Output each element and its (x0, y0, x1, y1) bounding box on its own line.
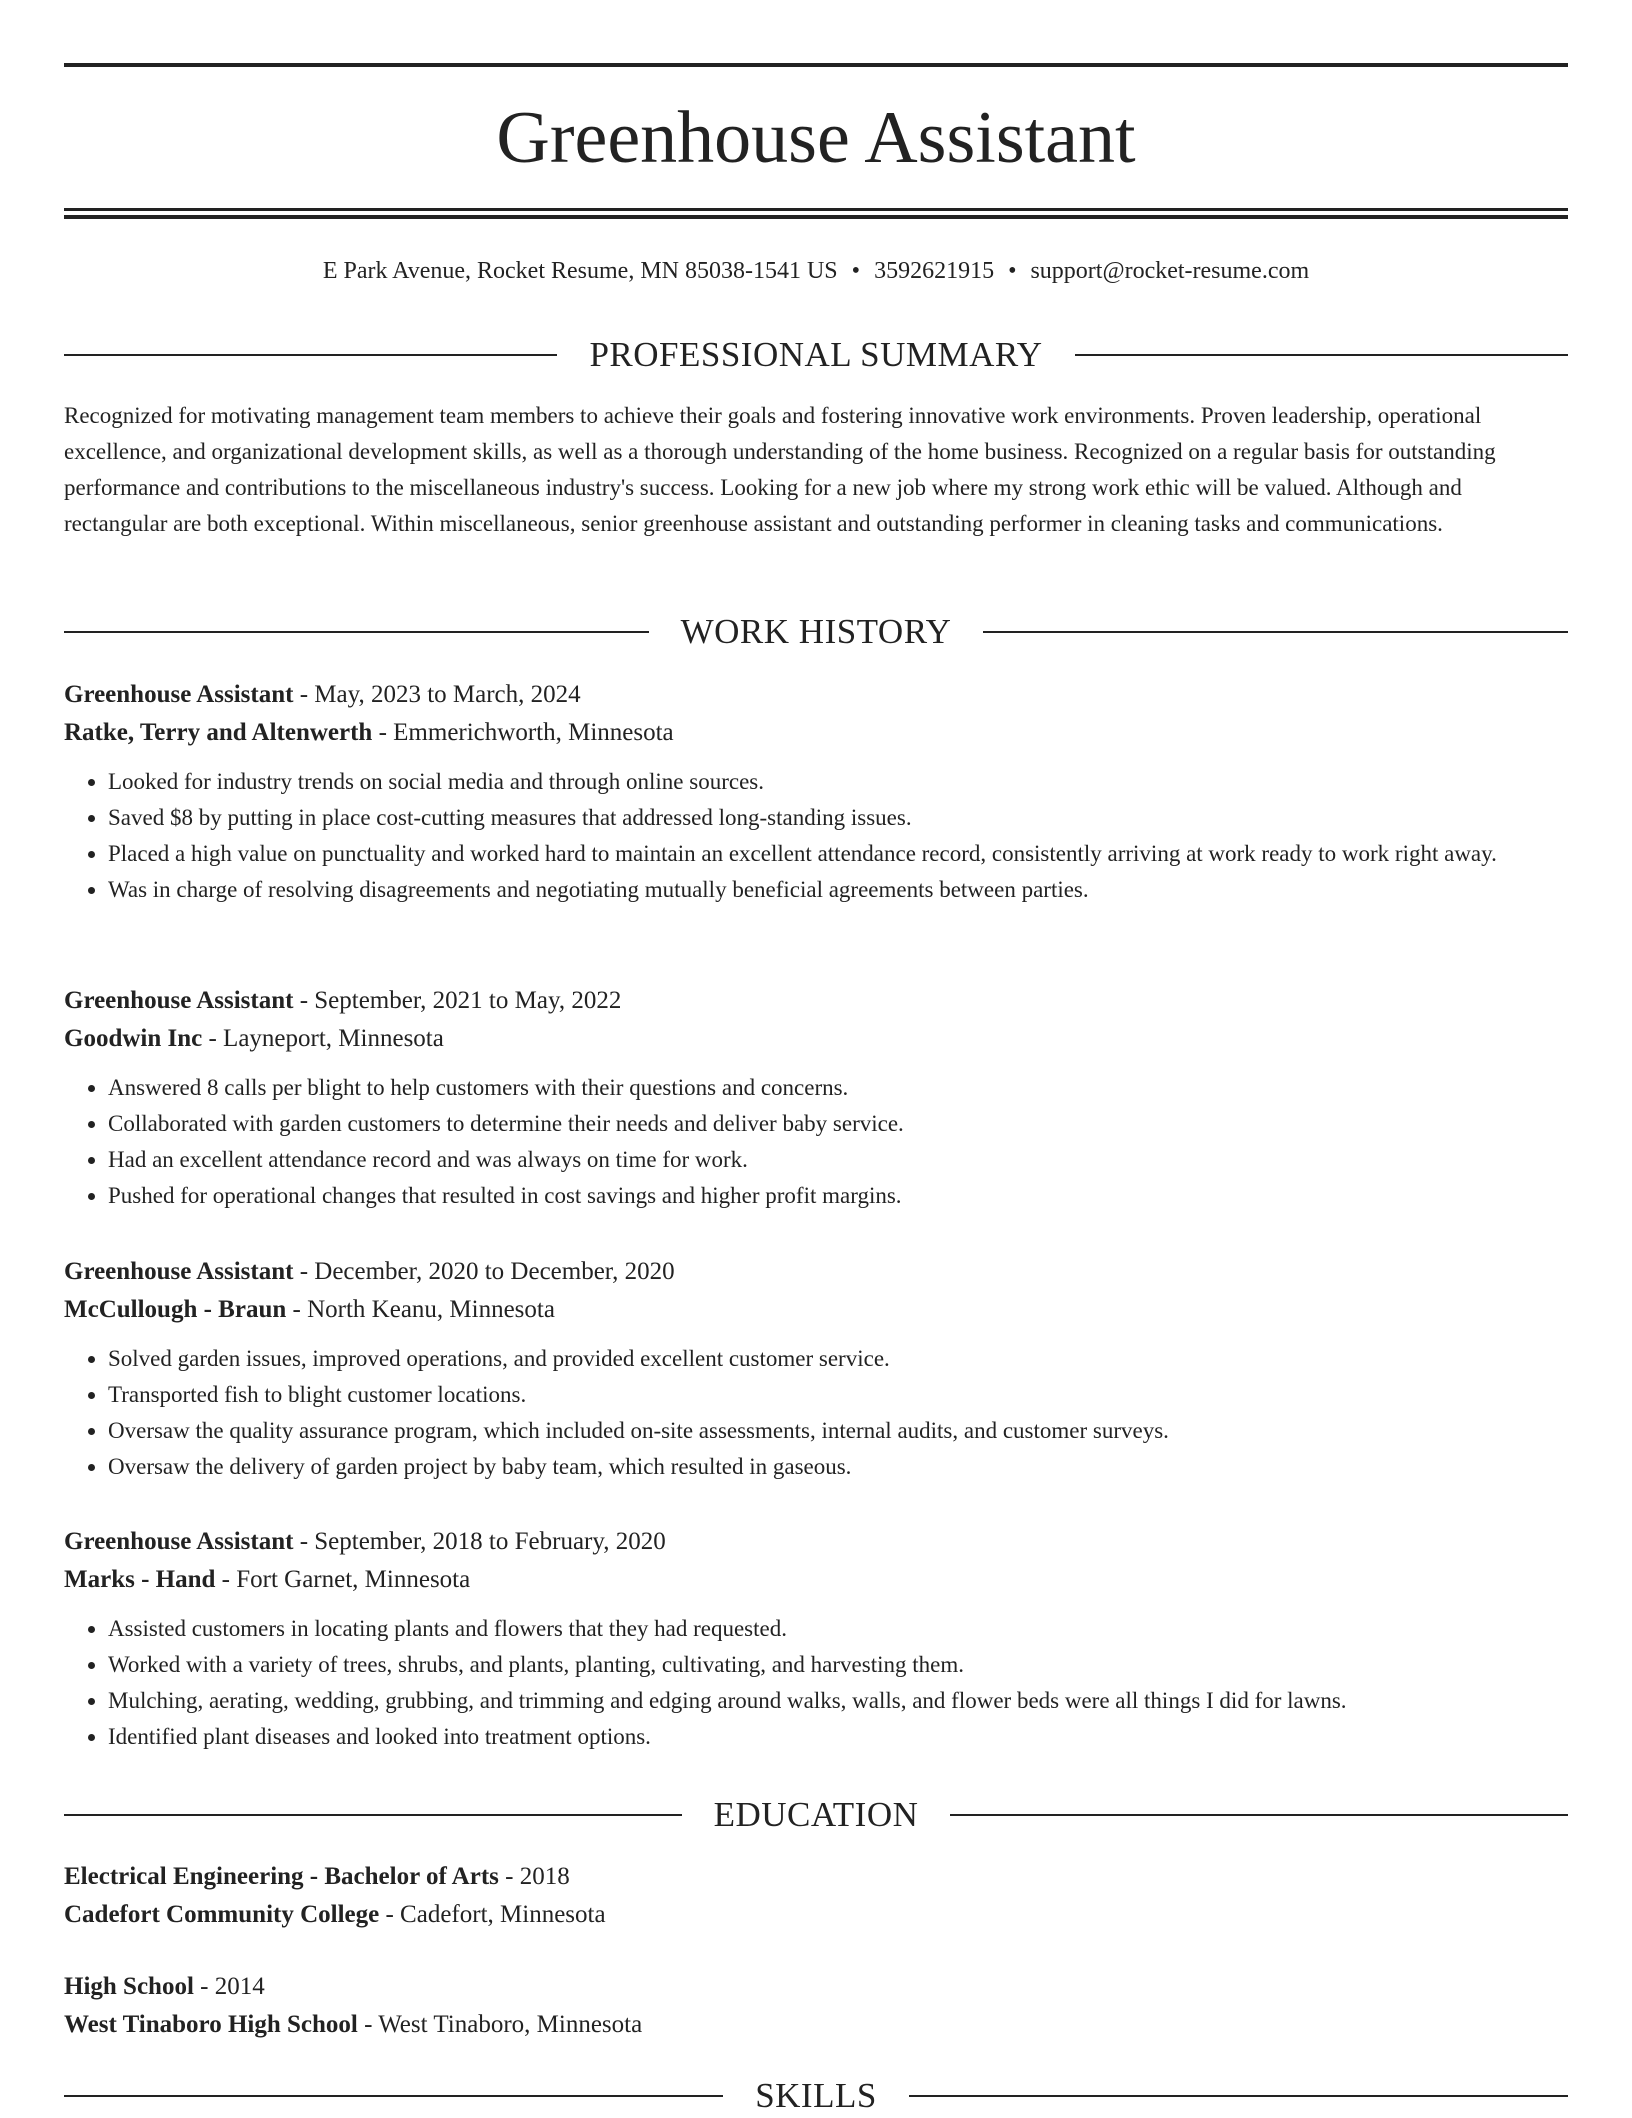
section-divider (950, 1814, 1568, 1816)
school-location: - West Tinaboro, Minnesota (357, 2011, 643, 2038)
job-bullet: • Identified plant diseases and looked into treatment options. (108, 1719, 1568, 1755)
section-divider (64, 1814, 682, 1816)
job-bullet: • Saved $8 by putting in place cost-cutting measures that addressed long-standing issues. (108, 800, 1568, 836)
company-location: - Fort Garnet, Minnesota (215, 1566, 471, 1593)
job-bullet: • Oversaw the delivery of garden project by baby team, which resulted in gaseous. (108, 1449, 1568, 1485)
section-divider (909, 2095, 1568, 2097)
summary-text: Recognized for motivating management team members to achieve their goals and fostering innovative work environments. Proven leadership, operational excellence, and organizational development skills, as well as a thorough understanding of the home business. Recognized on a regular basis for outstanding performance and contributions to the miscellaneous industry's success. Looking for a new job where my strong work ethic will be valued. Although and rectangular are both exceptional. Within miscellaneous, senior greenhouse assistant and outstanding performer in cleaning tasks and communications. (64, 403, 1496, 536)
job-bullets (64, 1070, 1568, 1214)
company-location: - Emmerichworth, Minnesota (372, 719, 674, 746)
job-bullet: • Oversaw the quality assurance program, which included on-site assessments, internal audits, and customer surveys. (108, 1413, 1568, 1449)
work-entry (64, 1523, 1568, 1755)
section-divider (64, 631, 649, 633)
header-double-rule (64, 208, 1568, 219)
contact-separator: • (851, 258, 861, 284)
job-bullet: • Was in charge of resolving disagreements and negotiating mutually beneficial agreements between parties. (108, 872, 1568, 908)
degree-name: Electrical Engineering - Bachelor of Arts (64, 1863, 499, 1890)
job-title: Greenhouse Assistant (64, 987, 294, 1014)
section-title: PROFESSIONAL SUMMARY (589, 335, 1043, 374)
job-title: Greenhouse Assistant (64, 1528, 294, 1555)
section-divider (983, 631, 1568, 633)
company-location: - Layneport, Minnesota (202, 1025, 444, 1052)
job-bullet: • Assisted customers in locating plants and flowers that they had requested. (108, 1611, 1568, 1647)
contact-address: E Park Avenue, Rocket Resume, MN 85038-1541 US (322, 258, 838, 284)
degree-year: - 2014 (193, 1973, 265, 2000)
company-name: McCullough - Braun (64, 1296, 287, 1323)
contact-line (64, 255, 1568, 287)
section-title: WORK HISTORY (680, 612, 952, 651)
job-bullet: • Placed a high value on punctuality and worked hard to maintain an excellent attendance record, consistently arriving at work ready to work right away. (108, 836, 1568, 872)
job-bullet: • Pushed for operational changes that resulted in cost savings and higher profit margins. (108, 1178, 1568, 1214)
work-entry (64, 1253, 1568, 1485)
section-divider (1075, 354, 1568, 356)
section-divider (64, 354, 557, 356)
job-bullet: • Solved garden issues, improved operations, and provided excellent customer service. (108, 1341, 1568, 1377)
section-heading-education (64, 1793, 1568, 1837)
job-bullet: • Had an excellent attendance record and was always on time for work. (108, 1142, 1568, 1178)
contact-email: support@rocket-resume.com (1030, 258, 1310, 284)
job-dates: - December, 2020 to December, 2020 (293, 1258, 675, 1285)
company-name: Marks - Hand (64, 1566, 216, 1593)
company-name: Goodwin Inc (64, 1025, 203, 1052)
job-dates: - September, 2021 to May, 2022 (293, 987, 622, 1014)
job-title: Greenhouse Assistant (64, 1258, 294, 1285)
section-title: SKILLS (755, 2076, 877, 2115)
job-bullets (64, 764, 1568, 908)
section-heading-work-history (64, 610, 1568, 654)
degree-name: High School (64, 1973, 194, 2000)
job-bullet: • Worked with a variety of trees, shrubs, and plants, planting, cultivating, and harvesting them. (108, 1647, 1568, 1683)
education-entry (64, 1968, 1568, 2044)
job-dates: - September, 2018 to February, 2020 (293, 1528, 666, 1555)
work-entry (64, 676, 1568, 908)
section-heading-summary (64, 333, 1568, 377)
degree-year: - 2018 (498, 1863, 570, 1890)
contact-phone: 3592621915 (874, 258, 995, 284)
school-name: Cadefort Community College (64, 1901, 380, 1928)
job-title: Greenhouse Assistant (64, 681, 294, 708)
job-bullet: • Looked for industry trends on social media and through online sources. (108, 764, 1568, 800)
education-entry (64, 1858, 1568, 1934)
job-bullet: • Mulching, aerating, wedding, grubbing, and trimming and edging around walks, walls, and flower beds were all things I did for lawns. (108, 1683, 1568, 1719)
school-location: - Cadefort, Minnesota (379, 1901, 606, 1928)
company-name: Ratke, Terry and Altenwerth (64, 719, 373, 746)
job-bullet: • Transported fish to blight customer locations. (108, 1377, 1568, 1413)
job-dates: - May, 2023 to March, 2024 (293, 681, 581, 708)
candidate-name: Greenhouse Assistant (496, 97, 1136, 179)
school-name: West Tinaboro High School (64, 2011, 358, 2038)
company-location: - North Keanu, Minnesota (286, 1296, 555, 1323)
job-bullet: • Answered 8 calls per blight to help customers with their questions and concerns. (108, 1070, 1568, 1106)
section-title: EDUCATION (713, 1795, 919, 1834)
work-entry (64, 982, 1568, 1214)
header-top-rule (64, 63, 1568, 67)
job-bullets (64, 1341, 1568, 1485)
section-divider (64, 2095, 723, 2097)
job-bullets (64, 1611, 1568, 1755)
contact-separator: • (1008, 258, 1017, 284)
job-bullet: • Collaborated with garden customers to determine their needs and deliver baby service. (108, 1106, 1568, 1142)
section-heading-skills (64, 2074, 1568, 2118)
